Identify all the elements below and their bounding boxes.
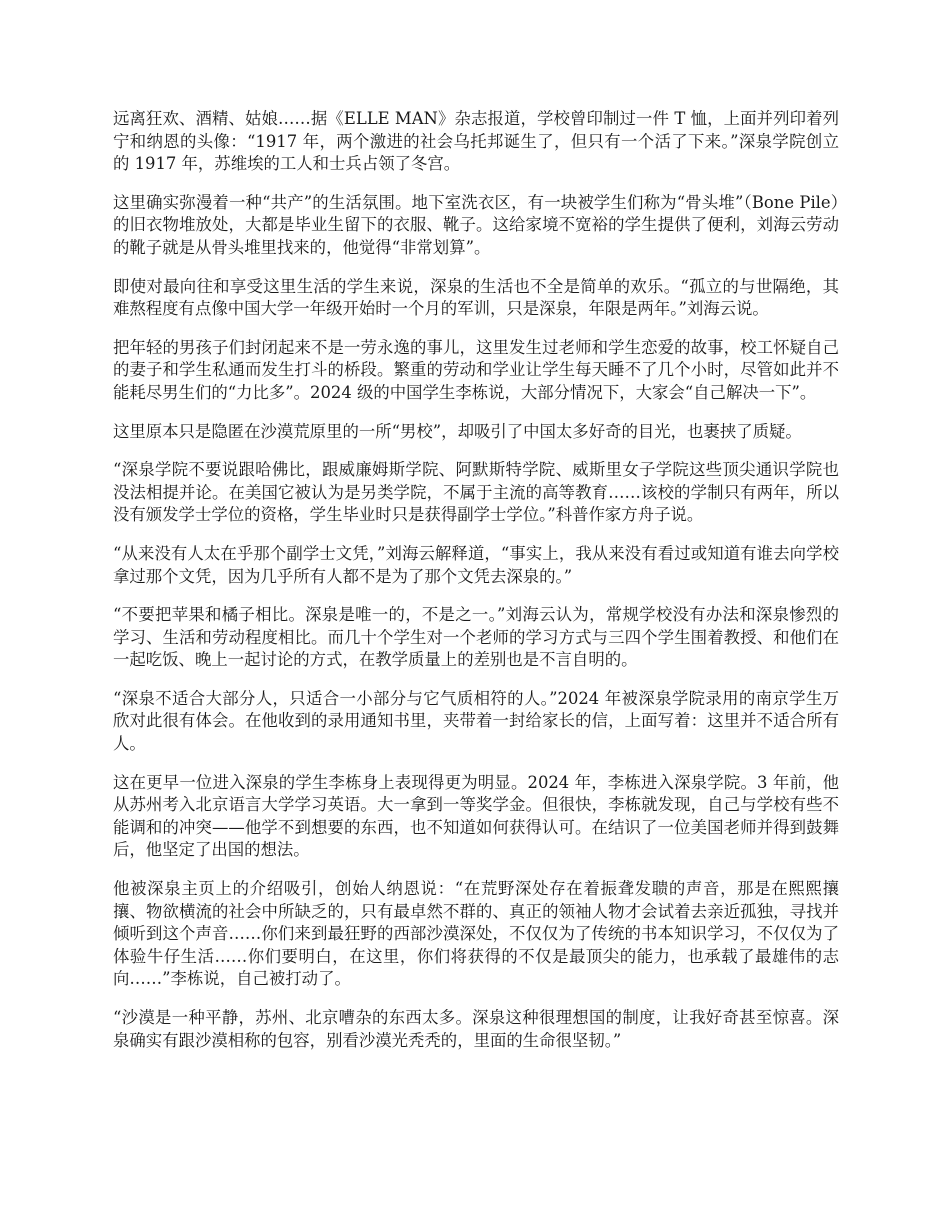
paragraph-12: “沙漠是一种平静，苏州、北京嘈杂的东西太多。深泉这种很理想国的制度，让我好奇甚至惊喜。深泉确实有跟沙漠相称的包容，别看沙漠光秃秃的，里面的生命很坚韧。”	[113, 1008, 839, 1050]
article-body	[113, 108, 839, 1068]
paragraph-9: “深泉不适合大部分人，只适合一小部分与它气质相符的人。”2024 年被深泉学院录用的南京学生万欣对此很有体会。在他收到的录用通知书里，夹带着一封给家长的信，上面写着：这里并不适合所有人。	[113, 688, 839, 754]
paragraph-8: “不要把苹果和橘子相比。深泉是唯一的，不是之一。”刘海云认为，常规学校没有办法和深泉惨烈的学习、生活和劳动程度相比。而几十个学生对一个老师的学习方式与三四个学生围着教授、和他们在一起吃饭、晚上一起讨论的方式，在教学质量上的差别也是不言自明的。	[113, 605, 839, 670]
paragraph-5: 这里原本只是隐匿在沙漠荒原里的一所“男校”，却吸引了中国太多好奇的目光，也裹挟了质疑。	[113, 421, 802, 441]
paragraph-6: “深泉学院不要说跟哈佛比，跟威廉姆斯学院、阿默斯特学院、威斯里女子学院这些顶尖通识学院也没法相提并论。在美国它被认为是另类学院，不属于主流的高等教育……该校的学制只有两年，所以没有颁发学士学位的资格，学生毕业时只是获得副学士学位。”科普作家方舟子说。	[113, 460, 839, 525]
paragraph-2: 这里确实弥漫着一种“共产”的生活氛围。地下室洗衣区，有一块被学生们称为“骨头堆”（Bone Pile）的旧衣物堆放处，大都是毕业生留下的衣服、靴子。这给家境不宽裕的学生提供了便利，刘海云劳动的靴子就是从骨头堆里找来的，他觉得“非常划算”。	[113, 192, 839, 257]
paragraph-10: 这在更早一位进入深泉的学生李栋身上表现得更为明显。2024 年，李栋进入深泉学院。3 年前，他从苏州考入北京语言大学学习英语。大一拿到一等奖学金。但很快，李栋就发现，自己与学校有些不能调和的冲突——他学不到想要的东西，也不知道如何获得认可。在结识了一位美国老师并得到鼓舞后，他坚定了出国的想法。	[113, 772, 839, 860]
paragraph-1: 远离狂欢、酒精、姑娘……据《ELLE MAN》杂志报道，学校曾印制过一件 T 恤，上面并列印着列宁和纳恩的头像：“1917 年，两个激进的社会乌托邦诞生了，但只有一个活了下来。”深泉学院创立的 1917 年，苏维埃的工人和士兵占领了冬宫。	[113, 109, 839, 174]
paragraph-4: 把年轻的男孩子们封闭起来不是一劳永逸的事儿，这里发生过老师和学生恋爱的故事，校工怀疑自己的妻子和学生私通而发生打斗的桥段。繁重的劳动和学业让学生每天睡不了几个小时，尽管如此并不能耗尽男生们的“力比多”。2024 级的中国学生李栋说，大部分情况下，大家会“自己解决一下”。	[113, 337, 839, 402]
paragraph-7: “从来没有人太在乎那个副学士文凭，”刘海云解释道，“事实上，我从来没有看过或知道有谁去向学校拿过那个文凭，因为几乎所有人都不是为了那个文凭去深泉的。”	[113, 543, 839, 586]
paragraph-3: 即使对最向往和享受这里生活的学生来说，深泉的生活也不全是简单的欢乐。“孤立的与世隔绝，其难熬程度有点像中国大学一年级开始时一个月的军训，只是深泉，年限是两年。”刘海云说。	[113, 276, 839, 319]
paragraph-11: 他被深泉主页上的介绍吸引，创始人纳恩说：“在荒野深处存在着振聋发聩的声音，那是在熙熙攘攘、物欲横流的社会中所缺乏的，只有最卓然不群的、真正的领袖人物才会试着去亲近孤独，寻找并倾听到这个声音……你们来到最狂野的西部沙漠深处，不仅仅为了传统的书本知识学习，不仅仅为了体验牛仔生活……你们要明白，在这里，你们将获得的不仅是最顶尖的能力，也承载了最雄伟的志向……”李栋说，自己被打动了。	[113, 879, 839, 989]
